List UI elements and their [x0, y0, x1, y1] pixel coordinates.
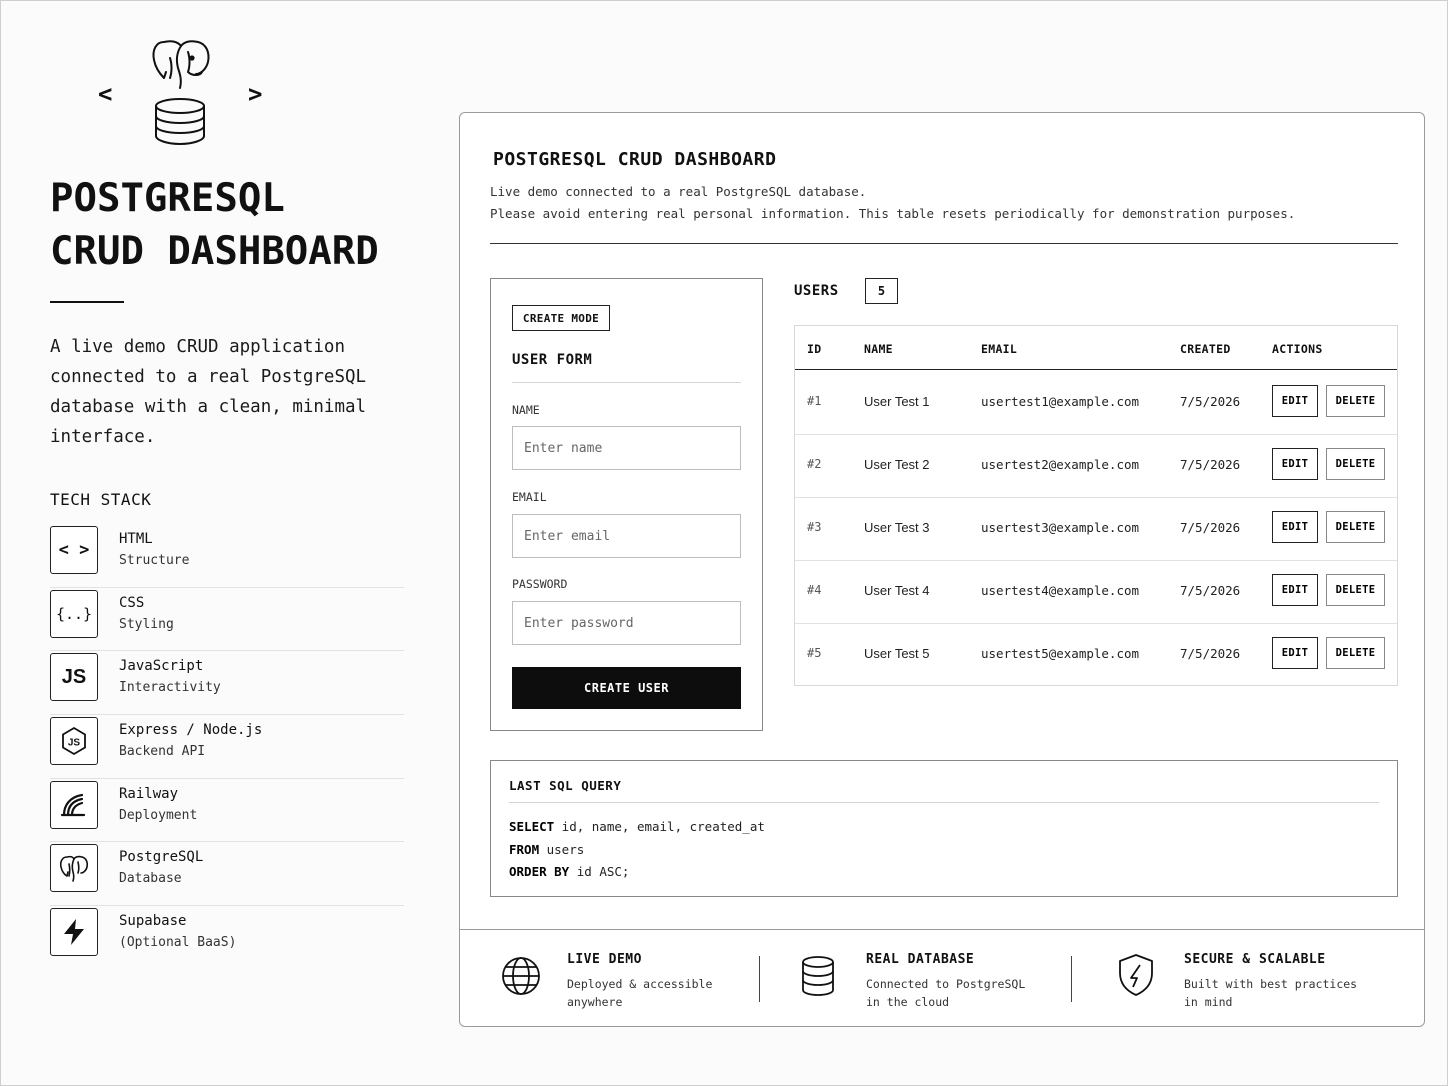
column-header-actions: ACTIONS: [1272, 342, 1323, 356]
code-icon: [50, 526, 98, 574]
nodejs-hexagon: [59, 726, 89, 756]
dashboard-subtitle-line2: Please avoid entering real personal information. This table resets periodically for demonstration purposes.: [490, 206, 1296, 221]
feature-desc-line: in mind: [1184, 995, 1233, 1009]
globe-icon: [500, 955, 542, 997]
svg-text:JS: JS: [67, 737, 81, 749]
js-icon-glyph: JS: [61, 665, 87, 688]
sql-line: [509, 839, 765, 862]
tech-stack-item: [50, 588, 404, 652]
dashboard-subtitle-line1: Live demo connected to a real PostgreSQL database.: [490, 184, 867, 199]
table-row: [795, 434, 1397, 498]
users-table: [794, 325, 1398, 686]
database-icon: [800, 955, 836, 997]
lightning-icon: [50, 908, 98, 956]
feature-desc-line: anywhere: [567, 995, 623, 1009]
column-header-name: NAME: [864, 342, 893, 356]
form-title: USER FORM: [512, 352, 593, 368]
last-sql-query-panel: [490, 760, 1398, 897]
feature-description: [866, 975, 1066, 1011]
cell-created: 7/5/2026: [1180, 394, 1241, 409]
sql-text: users: [539, 841, 585, 857]
cell-name: User Test 3: [864, 520, 930, 535]
users-count-badge: 5: [865, 278, 898, 304]
tech-stack-name: JavaScript: [119, 658, 204, 675]
chevron-left-icon: <: [98, 80, 113, 108]
nodejs-icon: [50, 717, 98, 765]
tech-stack-name: PostgreSQL: [119, 849, 204, 866]
tech-stack-item: [50, 524, 404, 588]
cell-created: 7/5/2026: [1180, 646, 1241, 661]
delete-button[interactable]: DELETE: [1326, 637, 1385, 669]
edit-button[interactable]: EDIT: [1272, 511, 1318, 543]
js-icon: [50, 653, 98, 701]
tech-stack-item: [50, 842, 404, 906]
cell-email: usertest4@example.com: [981, 583, 1140, 598]
column-header-email: EMAIL: [981, 342, 1018, 356]
dashboard-title: POSTGRESQL CRUD DASHBOARD: [493, 149, 777, 170]
cell-name: User Test 1: [864, 394, 930, 409]
tech-stack-role: Styling: [119, 616, 174, 632]
cell-id: #4: [807, 583, 822, 597]
feature-title: REAL DATABASE: [866, 952, 975, 967]
dashboard-divider: [490, 243, 1398, 244]
users-title: USERS: [794, 283, 839, 299]
railway-glyph: [60, 791, 88, 819]
table-row: [795, 560, 1397, 624]
cell-email: usertest2@example.com: [981, 457, 1140, 472]
delete-button[interactable]: DELETE: [1326, 511, 1385, 543]
sql-divider: [509, 802, 1379, 803]
dashboard-card: [459, 112, 1425, 1027]
edit-button[interactable]: EDIT: [1272, 448, 1318, 480]
tech-stack-title: TECH STACK: [50, 490, 152, 509]
dashboard-subtitle: [490, 181, 1295, 225]
cell-id: #3: [807, 520, 822, 534]
form-divider: [512, 382, 741, 383]
braces-icon: [50, 590, 98, 638]
tech-stack-role: Interactivity: [119, 680, 221, 696]
cell-id: #5: [807, 646, 822, 660]
cell-created: 7/5/2026: [1180, 583, 1241, 598]
cell-name: User Test 5: [864, 646, 930, 661]
code-icon-glyph: < >: [58, 540, 90, 560]
password-input[interactable]: [512, 601, 741, 645]
tech-stack-item: [50, 651, 404, 715]
tech-stack-name: Supabase: [119, 913, 187, 930]
postgres-database-icon: [150, 38, 212, 148]
create-user-button[interactable]: CREATE USER: [512, 667, 741, 709]
lightning-glyph: [61, 918, 87, 946]
tech-stack-name: CSS: [119, 594, 145, 611]
table-row: [795, 497, 1397, 561]
sql-text: id, name, email, created_at: [554, 819, 765, 834]
user-form: [490, 278, 763, 731]
sql-line: [509, 861, 765, 884]
sql-text: id ASC;: [569, 864, 630, 879]
password-label: PASSWORD: [512, 577, 568, 591]
feature-description: [567, 975, 737, 1011]
hero-title-line2: CRUD DASHBOARD: [50, 229, 379, 274]
tech-stack-role: Backend API: [119, 744, 206, 760]
braces-icon-glyph: {..}: [55, 604, 93, 623]
sql-keyword: ORDER BY: [509, 864, 570, 879]
feature-title: LIVE DEMO: [567, 952, 642, 967]
feature-desc-line: Built with best practices: [1184, 977, 1358, 991]
edit-button[interactable]: EDIT: [1272, 574, 1318, 606]
table-row: [795, 371, 1397, 435]
email-label: EMAIL: [512, 490, 547, 504]
tech-stack-role: Deployment: [119, 807, 198, 823]
feature-divider: [759, 956, 760, 1002]
create-mode-badge: CREATE MODE: [512, 305, 610, 331]
feature-live-demo: [500, 930, 760, 1027]
tech-stack-role: Database: [119, 871, 182, 887]
table-row: [795, 623, 1397, 687]
tech-stack-role: Structure: [119, 553, 190, 568]
feature-title: SECURE & SCALABLE: [1184, 952, 1326, 967]
cell-name: User Test 2: [864, 457, 930, 472]
chevron-right-icon: >: [248, 80, 263, 108]
tech-stack-item: [50, 779, 404, 843]
cell-id: #1: [807, 394, 822, 408]
sql-keyword: FROM: [509, 841, 540, 857]
tech-stack-list: [50, 524, 404, 970]
features-footer: [460, 929, 1424, 1026]
edit-button[interactable]: EDIT: [1272, 385, 1318, 417]
delete-button[interactable]: DELETE: [1326, 574, 1385, 606]
column-header-id: ID: [807, 342, 822, 356]
feature-divider: [1071, 956, 1072, 1002]
sql-title: LAST SQL QUERY: [509, 778, 622, 793]
hero-divider: [50, 301, 124, 303]
tech-stack-name: Railway: [119, 785, 179, 802]
feature-desc-line: Connected to PostgreSQL: [866, 977, 1026, 991]
railway-icon: [50, 781, 98, 829]
hero-description: A live demo CRUD application connected to a real PostgreSQL database with a clean, minimal interface.: [50, 337, 367, 447]
feature-secure-scalable: [1117, 930, 1407, 1027]
feature-real-database: [800, 930, 1070, 1027]
feature-desc-line: Deployed & accessible: [567, 977, 713, 991]
email-input[interactable]: [512, 514, 741, 558]
delete-button[interactable]: DELETE: [1326, 385, 1385, 417]
delete-button[interactable]: DELETE: [1326, 448, 1385, 480]
hero-title: [50, 172, 430, 278]
sql-code: [509, 816, 765, 884]
name-label: NAME: [512, 403, 540, 417]
cell-id: #2: [807, 457, 822, 471]
feature-desc-line: in the cloud: [866, 995, 950, 1009]
sql-line: [509, 816, 765, 839]
hero-title-line1: POSTGRESQL: [50, 176, 285, 221]
name-input[interactable]: [512, 426, 741, 470]
tech-stack-role: (Optional BaaS): [119, 935, 237, 951]
table-header: [795, 326, 1397, 370]
tech-stack-item: [50, 715, 404, 779]
hero-logo: [98, 38, 268, 148]
tech-stack-name: Express / Node.js: [119, 722, 263, 739]
sql-keyword: SELECT: [509, 819, 555, 834]
cell-name: User Test 4: [864, 583, 930, 598]
cell-email: usertest3@example.com: [981, 520, 1140, 535]
cell-created: 7/5/2026: [1180, 520, 1241, 535]
cell-created: 7/5/2026: [1180, 457, 1241, 472]
shield-icon: [1117, 953, 1155, 997]
elephant-glyph: [59, 853, 89, 883]
column-header-created: CREATED: [1180, 342, 1231, 356]
postgres-icon: [50, 844, 98, 892]
feature-description: [1184, 975, 1394, 1011]
edit-button[interactable]: EDIT: [1272, 637, 1318, 669]
cell-email: usertest1@example.com: [981, 394, 1140, 409]
cell-email: usertest5@example.com: [981, 646, 1140, 661]
tech-stack-name: HTML: [119, 531, 153, 547]
tech-stack-item: [50, 906, 404, 970]
